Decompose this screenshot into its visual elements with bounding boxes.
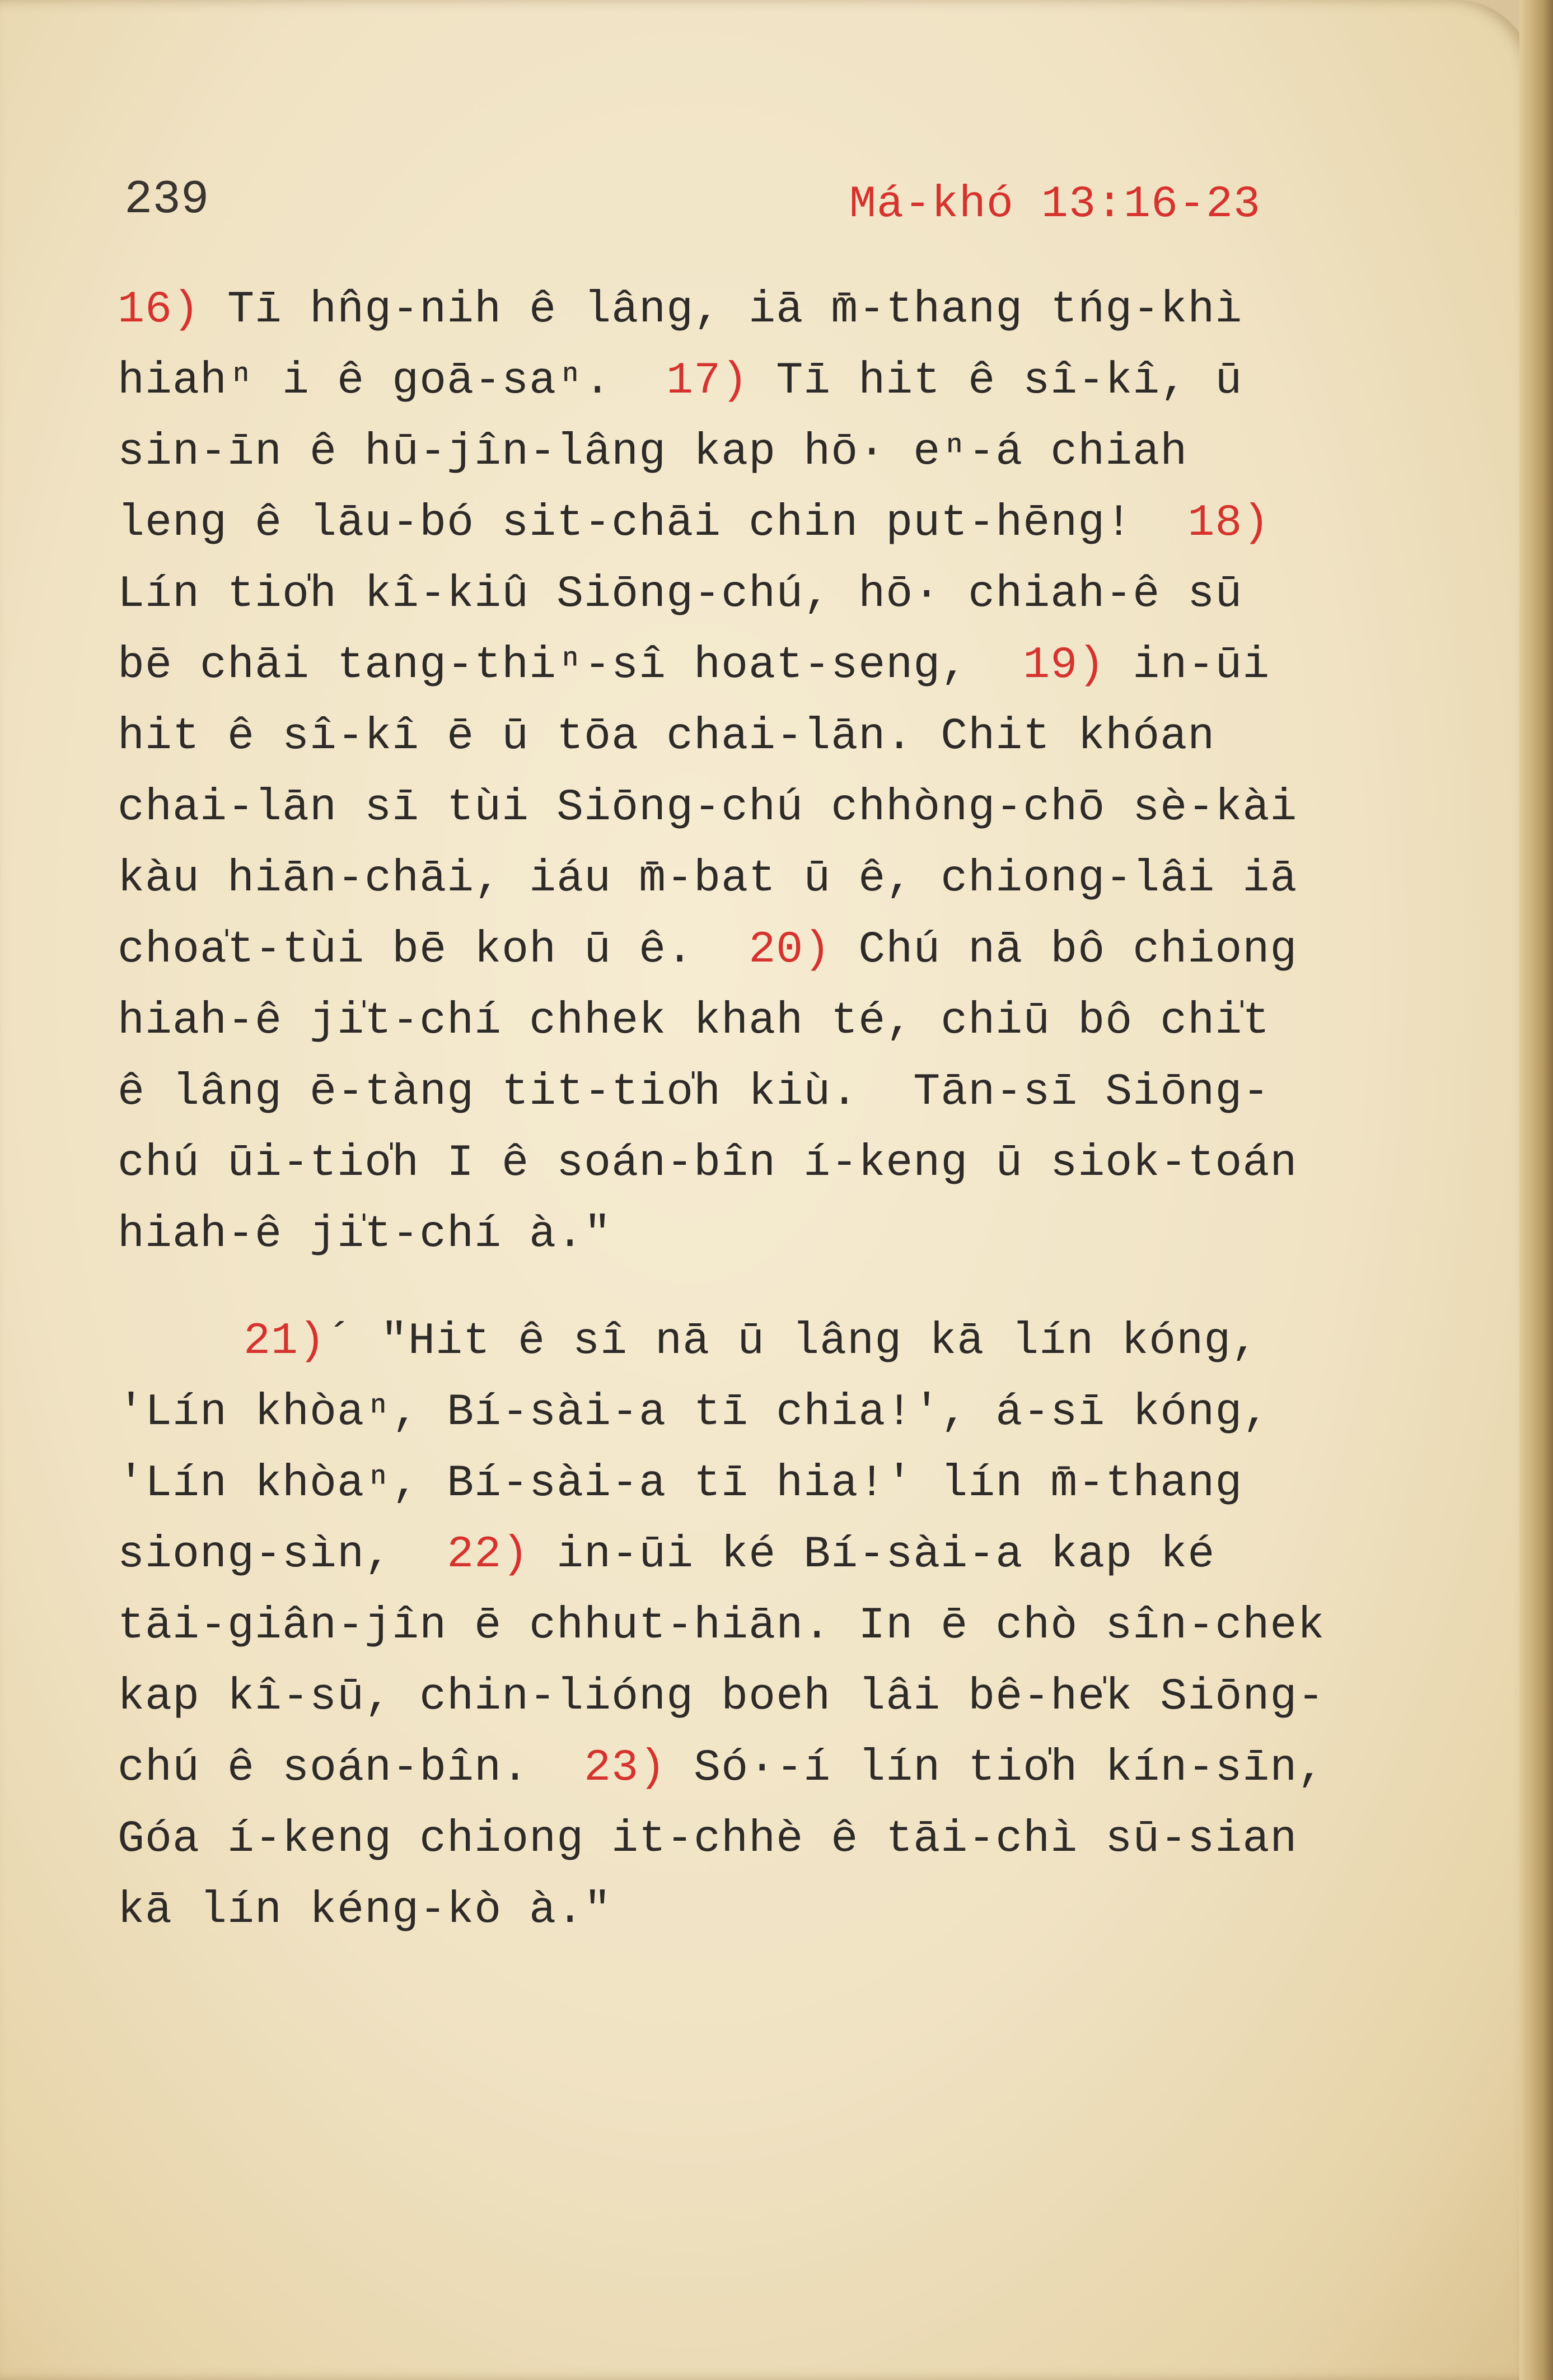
text-line	[118, 1057, 1372, 1128]
verse-text: bē chāi tang-thiⁿ-sî hoat-seng,	[118, 640, 1023, 691]
verse-text: Tī hn̂g-nih ê lâng, iā m̄-thang tńg-khì	[200, 284, 1243, 335]
text-line	[118, 630, 1372, 701]
text-line	[118, 1199, 1372, 1270]
verse-text: kap kî-sū, chin-lióng boeh lâi bê-he̍k Siōng-	[118, 1672, 1325, 1723]
verse-number: 16)	[118, 284, 200, 335]
verse-text: hit ê sî-kî ē ū tōa chai-lān. Chit khóan	[118, 711, 1215, 762]
verse-text: Góa í-keng chiong it-chhè ê tāi-chì sū-sian	[118, 1814, 1298, 1865]
verse-text: Chú nā bô chiong	[831, 925, 1298, 976]
verse-number: 20)	[749, 925, 831, 976]
verse-text: chai-lān sī tùi Siōng-chú chhòng-chō sè-kài	[118, 782, 1298, 833]
text-line	[118, 1519, 1372, 1590]
verse-text: ´ "Hit ê sî nā ū lâng kā lín kóng,	[326, 1316, 1259, 1367]
verse-text: hiah-ê ji̍t-chí à."	[118, 1209, 612, 1260]
verse-text: chú ê soán-bîn.	[118, 1743, 584, 1794]
text-line	[118, 701, 1372, 772]
page-edge	[1519, 0, 1553, 2380]
verse-text: Tī hit ê sî-kî, ū	[749, 356, 1243, 407]
body-text	[118, 274, 1372, 1946]
text-line	[118, 488, 1372, 559]
text-line	[118, 1306, 1372, 1377]
verse-text: hiah-ê ji̍t-chí chhek khah té, chiū bô chi̍t	[118, 996, 1270, 1047]
verse-text: siong-sìn,	[118, 1529, 447, 1580]
verse-text: leng ê lāu-bó sit-chāi chin put-hēng!	[118, 498, 1188, 549]
verse-text: in-ūi	[1105, 640, 1270, 691]
verse-text: in-ūi ké Bí-sài-a kap ké	[529, 1529, 1215, 1580]
verse-number: 23)	[584, 1743, 667, 1794]
verse-text: ê lâng ē-tàng tit-tio̍h kiù. Tān-sī Siōng-	[118, 1067, 1270, 1118]
paragraph	[118, 274, 1372, 1270]
verse-text: 'Lín khòaⁿ, Bí-sài-a tī chia!', á-sī kóng,	[118, 1387, 1270, 1438]
text-line	[118, 1804, 1372, 1875]
verse-text: sin-īn ê hū-jîn-lâng kap hō· eⁿ-á chiah	[118, 427, 1188, 478]
text-line	[118, 772, 1372, 843]
text-line	[118, 1875, 1372, 1946]
text-line	[118, 1590, 1372, 1662]
text-line	[118, 417, 1372, 488]
text-line	[118, 274, 1372, 346]
page-number: 239	[124, 174, 209, 227]
text-line	[118, 914, 1372, 986]
page-header	[124, 174, 1261, 241]
verse-text: 'Lín khòaⁿ, Bí-sài-a tī hia!' lín m̄-thang	[118, 1458, 1243, 1509]
verse-text: choa̍t-tùi bē koh ū ê.	[118, 925, 749, 976]
verse-number: 22)	[447, 1529, 530, 1580]
text-line	[118, 1377, 1372, 1448]
verse-number: 21)	[244, 1316, 326, 1367]
verse-text: kàu hiān-chāi, iáu m̄-bat ū ê, chiong-lâi iā	[118, 853, 1298, 904]
text-line	[118, 559, 1372, 630]
verse-text: hiahⁿ i ê goā-saⁿ.	[118, 356, 667, 407]
verse-number: 19)	[1023, 640, 1106, 691]
verse-text: chú ūi-tio̍h I ê soán-bîn í-keng ū siok-toán	[118, 1138, 1298, 1189]
text-line	[118, 1662, 1372, 1733]
verse-text: Só·-í lín tio̍h kín-sīn,	[666, 1743, 1325, 1794]
text-line	[118, 1128, 1372, 1199]
text-line	[118, 986, 1372, 1057]
verse-text: tāi-giân-jîn ē chhut-hiān. In ē chò sîn-chek	[118, 1600, 1325, 1651]
verse-number: 17)	[666, 356, 749, 407]
text-line	[118, 1448, 1372, 1519]
verse-number: 18)	[1187, 498, 1270, 549]
verse-text: Lín tio̍h kî-kiû Siōng-chú, hō· chiah-ê sū	[118, 569, 1243, 620]
text-line	[118, 346, 1372, 417]
text-line	[118, 1733, 1372, 1804]
verse-text: kā lín kéng-kò à."	[118, 1885, 612, 1936]
text-line	[118, 843, 1372, 914]
running-head: Má-khó 13:16-23	[849, 179, 1261, 230]
paragraph	[118, 1306, 1372, 1946]
